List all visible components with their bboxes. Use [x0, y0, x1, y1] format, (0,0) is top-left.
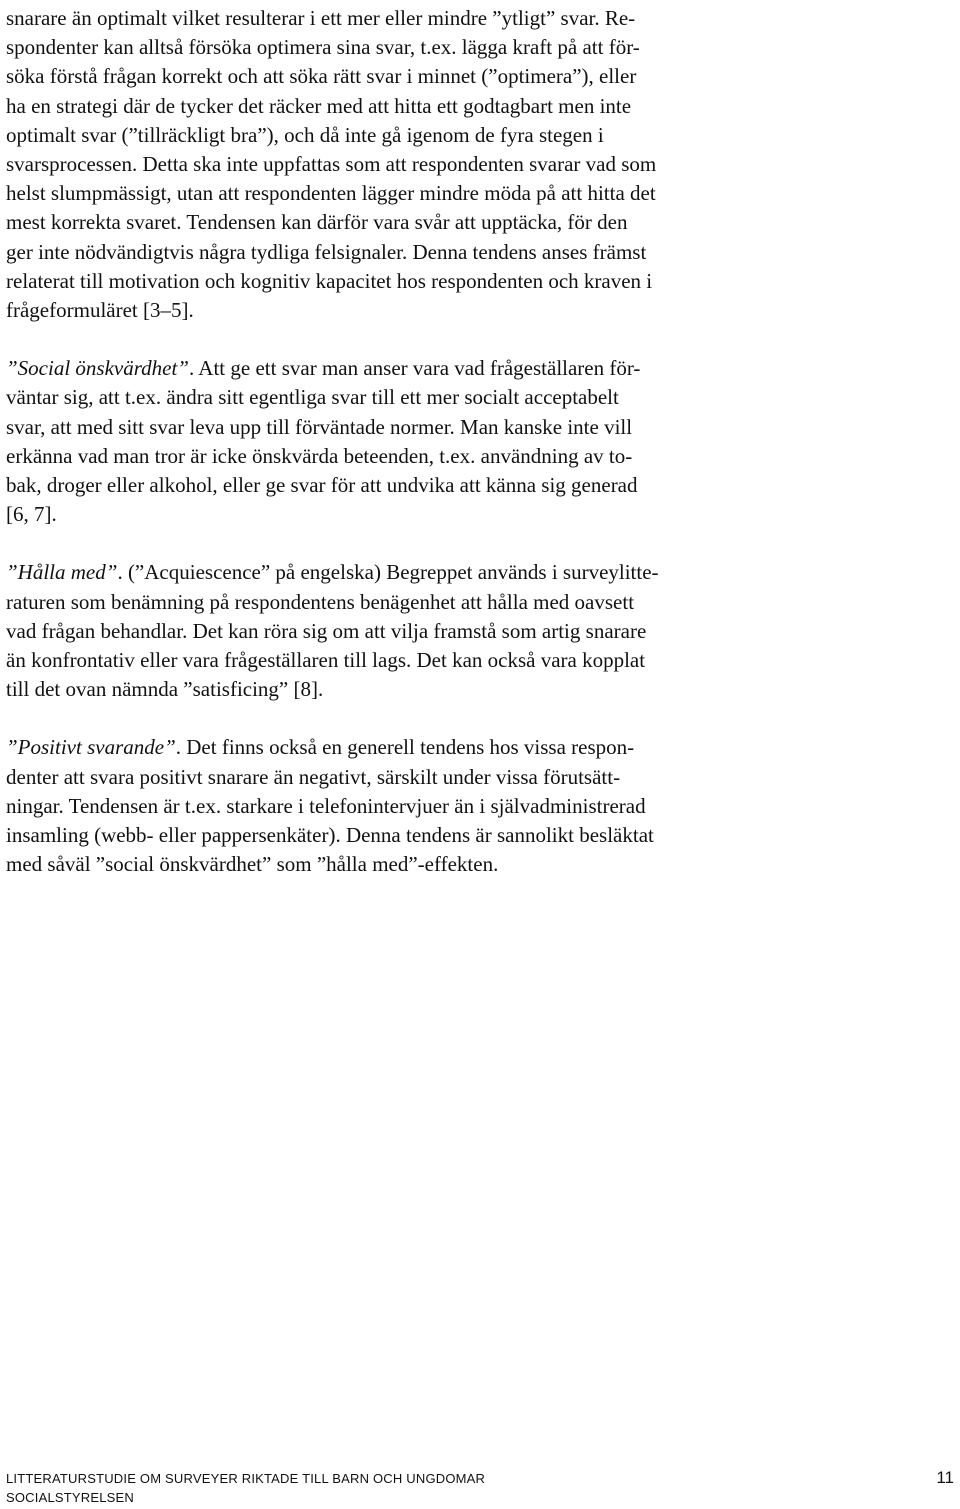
text-line: [6, 558, 758, 587]
text-line: erkänna vad man tror är icke önskvärda beteenden, t.ex. användning av to-: [6, 443, 633, 468]
term-heading: ”Hålla med”: [6, 560, 118, 585]
text-fragment: . (”Acquiescence” på engelska) Begreppet används i surveylitte-: [117, 560, 659, 585]
text-line: svar, att med sitt svar leva upp till förväntade normer. Man kanske inte vill: [6, 414, 633, 439]
text-line: insamling (webb- eller pappersenkäter). Denna tendens är sannolikt besläktat: [6, 823, 654, 848]
paragraph-social-desirability: [6, 354, 758, 529]
text-line: [6, 7].: [6, 502, 57, 527]
text-line: frågeformuläret [3–5].: [6, 298, 194, 323]
paragraph-acquiescence: [6, 558, 758, 704]
text-line: raturen som benämning på respondentens benägenhet att hålla med oavsett: [6, 589, 635, 614]
text-line: [6, 354, 758, 383]
text-line: snarare än optimalt vilket resulterar i ett mer eller mindre ”ytligt” svar. Re-: [6, 6, 636, 30]
text-line: relaterat till motivation och kognitiv kapacitet hos respondenten och kraven i: [6, 268, 653, 293]
text-line: denter att svara positivt snarare än negativt, särskilt under vissa förutsätt-: [6, 764, 621, 789]
page-footer: [6, 1469, 485, 1507]
text-line: än konfrontativ eller vara frågeställaren till lags. Det kan också vara kopplat: [6, 648, 646, 673]
page-number: 11: [936, 1468, 954, 1487]
text-line: mest korrekta svaret. Tendensen kan därför vara svår att upptäcka, för den: [6, 210, 628, 235]
text-line: vad frågan behandlar. Det kan röra sig om att vilja framstå som artig snarare: [6, 618, 647, 643]
text-line: optimalt svar (”tillräckligt bra”), och då inte gå igenom de fyra stegen i: [6, 122, 604, 147]
text-line: med såväl ”social önskvärdhet” som ”hålla med”-effekten.: [6, 852, 499, 877]
text-line: bak, droger eller alkohol, eller ge svar för att undvika att känna sig generad: [6, 473, 638, 498]
text-line: ningar. Tendensen är t.ex. starkare i telefonintervjuer än i självadministrerad: [6, 793, 646, 818]
text-fragment: . Det finns också en generell tendens hos vissa respon-: [175, 735, 635, 760]
paragraph-satisficing: [6, 4, 758, 325]
text-line: söka förstå frågan korrekt och att söka rätt svar i minnet (”optimera”), eller: [6, 64, 637, 89]
text-line: [6, 733, 758, 762]
text-fragment: . Att ge ett svar man anser vara vad frågeställaren för-: [188, 356, 641, 381]
footer-publisher: SOCIALSTYRELSEN: [6, 1490, 134, 1505]
text-line: svarsprocessen. Detta ska inte uppfattas som att respondenten svarar vad som: [6, 152, 657, 177]
text-line: helst slumpmässigt, utan att respondenten lägger mindre möda på att hitta det: [6, 181, 656, 206]
footer-title: LITTERATURSTUDIE OM SURVEYER RIKTADE TILL BARN OCH UNGDOMAR: [6, 1471, 486, 1486]
text-line: ger inte nödvändigtvis några tydliga felsignaler. Denna tendens anses främst: [6, 239, 647, 264]
paragraph-positive-responding: [6, 733, 758, 879]
document-body: [6, 4, 758, 908]
term-heading: ”Social önskvärdhet”: [6, 356, 189, 381]
term-heading: ”Positivt svarande”: [6, 735, 176, 760]
text-line: spondenter kan alltså försöka optimera sina svar, t.ex. lägga kraft på att för-: [6, 35, 640, 60]
text-line: väntar sig, att t.ex. ändra sitt egentliga svar till ett mer socialt acceptabelt: [6, 385, 619, 410]
text-line: till det ovan nämnda ”satisficing” [8].: [6, 677, 324, 702]
text-line: ha en strategi där de tycker det räcker med att hitta ett godtagbart men inte: [6, 93, 632, 118]
